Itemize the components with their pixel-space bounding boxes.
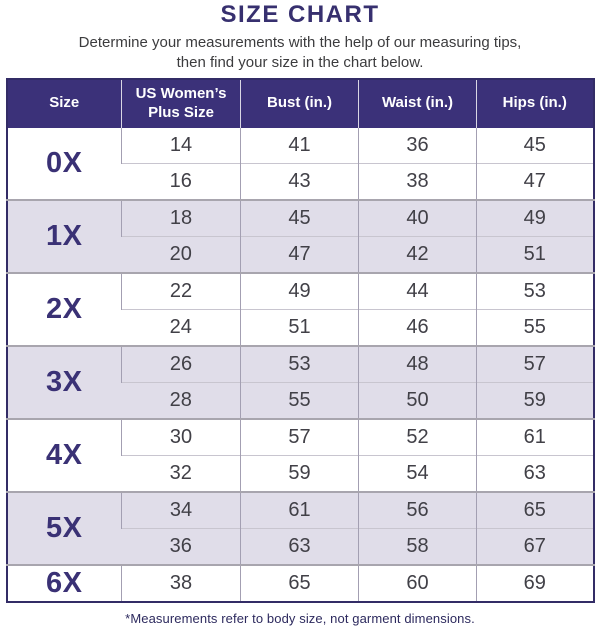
page-subtitle: [0, 33, 600, 73]
subtitle-line-2: then find your size in the chart below.: [176, 53, 424, 71]
table-row: [7, 346, 594, 383]
measurement-cell: 32: [122, 455, 241, 492]
measurement-cell: 40: [359, 200, 477, 237]
size-chart-table: [6, 78, 595, 603]
measurement-cell: 45: [477, 128, 594, 164]
column-header-plus-size: [122, 79, 241, 128]
column-header-waist: Waist (in.): [359, 79, 477, 128]
table-row: [7, 273, 594, 310]
table-row: [7, 492, 594, 529]
table-row: [7, 565, 594, 602]
size-group-label-0x: 0X: [7, 128, 122, 200]
measurement-cell: 26: [122, 346, 241, 383]
measurement-cell: 59: [477, 382, 594, 419]
measurement-cell: 43: [241, 163, 359, 200]
measurement-cell: 42: [359, 236, 477, 273]
measurement-cell: 18: [122, 200, 241, 237]
measurement-cell: 58: [359, 528, 477, 565]
measurement-cell: 28: [122, 382, 241, 419]
column-header-hips: Hips (in.): [477, 79, 594, 128]
size-group-label-6x: 6X: [7, 565, 122, 602]
measurement-cell: 47: [241, 236, 359, 273]
measurement-cell: 44: [359, 273, 477, 310]
measurement-cell: 46: [359, 309, 477, 346]
measurement-cell: 38: [122, 565, 241, 602]
size-group-label-5x: 5X: [7, 492, 122, 565]
column-header-size: Size: [7, 79, 122, 128]
measurement-cell: 49: [477, 200, 594, 237]
measurement-cell: 61: [477, 419, 594, 456]
measurement-cell: 65: [241, 565, 359, 602]
measurement-cell: 45: [241, 200, 359, 237]
header-row: [7, 79, 594, 128]
column-header-plus-size-label: US Women’s Plus Size: [135, 84, 227, 121]
measurement-cell: 63: [241, 528, 359, 565]
size-group-label-4x: 4X: [7, 419, 122, 492]
measurement-cell: 24: [122, 309, 241, 346]
measurement-cell: 53: [241, 346, 359, 383]
table-row: [7, 419, 594, 456]
measurement-cell: 56: [359, 492, 477, 529]
measurement-cell: 52: [359, 419, 477, 456]
size-group-label-3x: 3X: [7, 346, 122, 419]
measurement-cell: 48: [359, 346, 477, 383]
column-header-bust: Bust (in.): [241, 79, 359, 128]
measurement-cell: 69: [477, 565, 594, 602]
measurement-cell: 20: [122, 236, 241, 273]
page-title: SIZE CHART: [220, 1, 380, 28]
measurement-cell: 51: [241, 309, 359, 346]
measurement-cell: 59: [241, 455, 359, 492]
measurement-cell: 67: [477, 528, 594, 565]
measurement-cell: 55: [241, 382, 359, 419]
measurement-cell: 55: [477, 309, 594, 346]
measurement-cell: 60: [359, 565, 477, 602]
measurement-cell: 57: [241, 419, 359, 456]
measurement-cell: 30: [122, 419, 241, 456]
measurement-cell: 22: [122, 273, 241, 310]
measurement-cell: 49: [241, 273, 359, 310]
measurement-cell: 14: [122, 128, 241, 164]
subtitle-line-1: Determine your measurements with the help of our measuring tips,: [78, 34, 522, 51]
measurement-cell: 47: [477, 163, 594, 200]
measurement-cell: 65: [477, 492, 594, 529]
measurement-cell: 54: [359, 455, 477, 492]
measurement-cell: 63: [477, 455, 594, 492]
measurement-cell: 34: [122, 492, 241, 529]
size-group-label-1x: 1X: [7, 200, 122, 273]
measurement-cell: 36: [359, 128, 477, 164]
measurement-cell: 50: [359, 382, 477, 419]
table-row: [7, 128, 594, 164]
table-row: [7, 200, 594, 237]
measurement-cell: 36: [122, 528, 241, 565]
measurement-cell: 41: [241, 128, 359, 164]
table-header: [7, 79, 594, 128]
measurement-cell: 61: [241, 492, 359, 529]
measurement-cell: 16: [122, 163, 241, 200]
measurement-cell: 57: [477, 346, 594, 383]
size-group-label-2x: 2X: [7, 273, 122, 346]
measurements-footnote: *Measurements refer to body size, not garment dimensions.: [125, 610, 475, 626]
measurement-cell: 38: [359, 163, 477, 200]
measurement-cell: 53: [477, 273, 594, 310]
measurement-cell: 51: [477, 236, 594, 273]
